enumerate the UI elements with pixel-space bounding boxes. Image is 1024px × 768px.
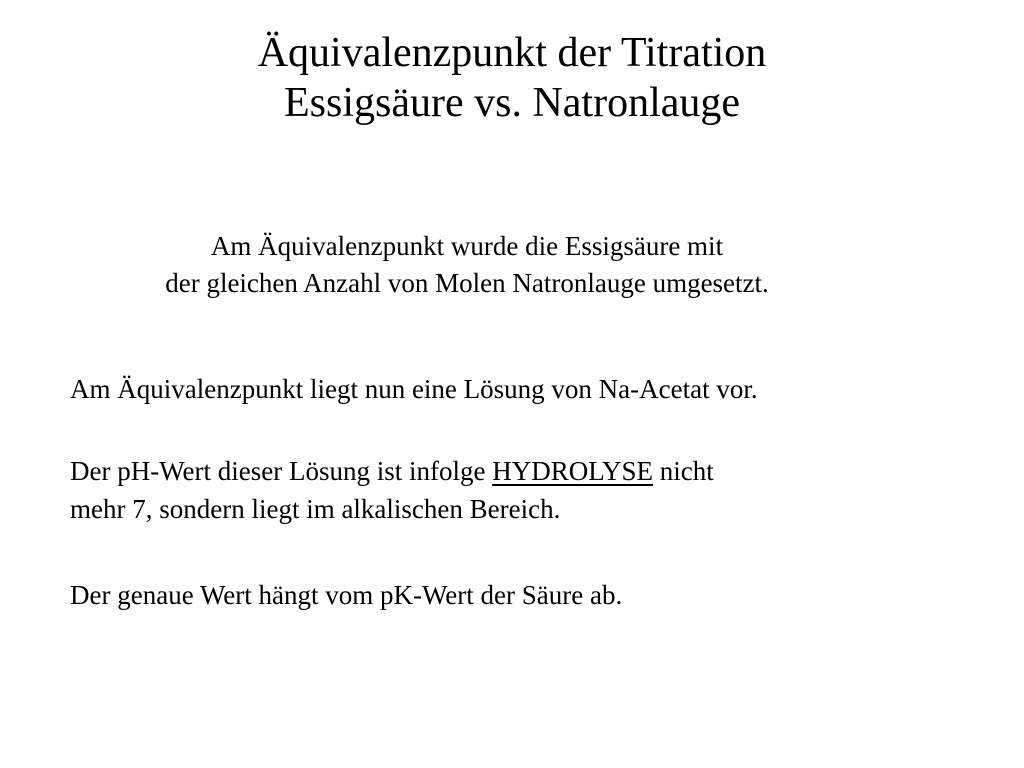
paragraph-1-line: Am Äquivalenzpunkt liegt nun eine Lösung von Na-Acetat vor. <box>70 374 758 404</box>
title-line-1: Äquivalenzpunkt der Titration <box>257 30 767 76</box>
title-line-2: Essigsäure vs. Natronlauge <box>283 80 741 126</box>
intro-line-1: Am Äquivalenzpunkt wurde die Essigsäure mit <box>210 231 724 261</box>
paragraph-na-acetate <box>70 370 970 408</box>
paragraph-2-text-after: nicht <box>653 456 714 486</box>
intro-line-2: der gleichen Anzahl von Molen Natronlauge umgesetzt. <box>165 268 769 298</box>
paragraph-pk-value <box>70 576 970 614</box>
paragraph-3-line: Der genaue Wert hängt vom pK-Wert der Säure ab. <box>70 580 623 610</box>
paragraph-2-text-before: Der pH-Wert dieser Lösung ist infolge <box>70 456 493 486</box>
paragraph-ph-value <box>70 452 970 528</box>
intro-text <box>0 228 934 302</box>
slide-title <box>0 28 1024 128</box>
paragraph-2-line-1 <box>70 452 970 490</box>
paragraph-2-line-2: mehr 7, sondern liegt im alkalischen Bereich. <box>70 494 561 524</box>
hydrolyse-emphasis: HYDROLYSE <box>492 456 654 486</box>
